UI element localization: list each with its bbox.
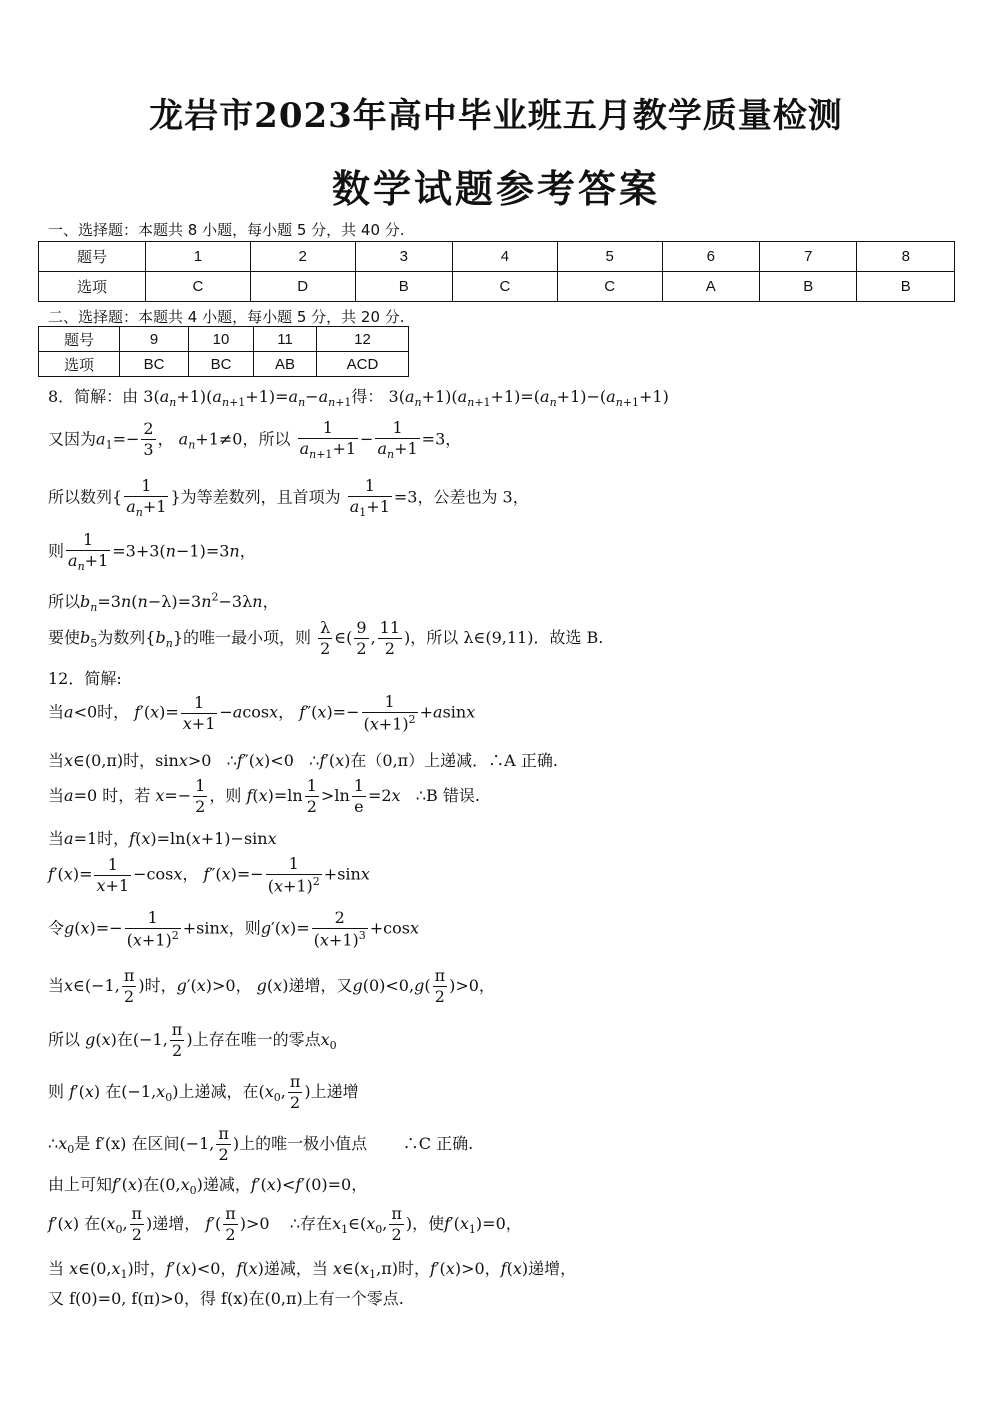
table-cell: BC [189, 352, 254, 377]
answer-table-2 [38, 326, 409, 377]
q12-line-12: f′(x) 在($x_0$, $\frac{\pi}{2}$ )递增， f′( $\frac{\pi}{2}$ )>0 ∴存在$x_1\in(x_0$, $\frac{\pi}{2}$ )，使$f'(x_1)=0$， [48, 1204, 522, 1244]
table-cell: ACD [317, 352, 409, 377]
q8-line-1: 8．简解：由 $3(a_n+1)(a_{n+1}+1)=a_n-a_{n+1}$得： $3(a_n+1)(a_{n+1}+1)=(a_n+1)-(a_{n+1}+1)$ [48, 387, 669, 410]
table-cell: 7 [760, 242, 857, 272]
q12-line-1: 当a<0时， f′(x)= $\frac{1}{x+1}$ −acosx， f″(x)=− $\frac{1}{(x+1)^2}$ +asinx [48, 692, 476, 734]
table-cell: C [453, 272, 558, 302]
table-cell: BC [120, 352, 189, 377]
table-cell: 题号 [39, 242, 146, 272]
table-cell: B [760, 272, 857, 302]
table-cell: 11 [254, 327, 317, 352]
table-cell: 5 [557, 242, 662, 272]
q12-line-14: 又 f(0)=0, f(π)>0，得 f(x)在(0,π)上有一个零点. [48, 1289, 404, 1308]
table-row [39, 327, 409, 352]
table-cell: 8 [857, 242, 955, 272]
table-cell: 选项 [39, 272, 146, 302]
table-cell: 选项 [39, 352, 120, 377]
table-cell: B [857, 272, 955, 302]
q12-line-3: 当a=0 时，若 x=− $\frac{1}{2}$ ，则 f(x)=ln $\frac{1}{2}$ >ln $\frac{1}{e}$ =2x ∴B 错误. [48, 776, 480, 816]
section1-heading: 一、选择题：本题共 8 小题，每小题 5 分，共 40 分. [48, 221, 405, 239]
table-cell: 3 [355, 242, 452, 272]
table-cell: 10 [189, 327, 254, 352]
q12-line-9: 则 f′(x) 在$(-1,x_0)$上递减，在($x_0$, $\frac{\pi}{2}$ )上递增 [48, 1072, 359, 1112]
q8-line-5: 所以$b_n=3n(n-\lambda)=3n^2-3\lambda n$， [48, 590, 279, 615]
q12-line-10: $\therefore x_0$是 f′(x) 在区间(−1, $\frac{\pi}{2}$ )上的唯一极小值点 ∴C 正确. [48, 1124, 474, 1164]
page-title: 龙岩市2023年高中毕业班五月教学质量检测 [149, 96, 843, 136]
q12-line-13: 当 $x\in(0,x_1)$时，f′(x)<0，f(x)递减，当 $x\in(x_1,\pi)$时，f′(x)>0，f(x)递增， [48, 1259, 577, 1282]
page-subtitle: 数学试题参考答案 [331, 166, 660, 211]
q8-line-3: 所以数列{ $\frac{1}{a_n+1}$ }为等差数列，且首项为 $\frac{1}{a_1+1}$ =3，公差也为 3， [48, 476, 529, 520]
table-cell: B [355, 272, 452, 302]
table-cell: AB [254, 352, 317, 377]
table-cell: 12 [317, 327, 409, 352]
q8-line-6: 要使$b_5$为数列$\{b_n\}$的唯一最小项，则 $\frac{\lambda}{2}$ ∈( $\frac{9}{2}$ , $\frac{11}{2}$ )，所以 λ∈(9,11)．故选 B. [48, 618, 604, 658]
table-cell: 4 [453, 242, 558, 272]
table-cell: 6 [662, 242, 759, 272]
table-row [39, 352, 409, 377]
table-cell: C [146, 272, 251, 302]
answer-table-1 [38, 241, 955, 302]
q12-line-6: 令g(x)=− $\frac{1}{(x+1)^2}$ +sinx，则g′(x)= $\frac{2}{(x+1)^3}$ +cosx [48, 908, 419, 950]
table-row [39, 242, 955, 272]
section2-heading: 二、选择题：本题共 4 小题，每小题 5 分，共 20 分. [48, 308, 405, 326]
table-cell: A [662, 272, 759, 302]
q12-line-5: f′(x)= $\frac{1}{x+1}$ −cosx， f″(x)=− $\frac{1}{(x+1)^2}$ +sinx [48, 854, 370, 896]
table-cell: C [557, 272, 662, 302]
q12-heading: 12．简解: [48, 669, 122, 688]
table-cell: 9 [120, 327, 189, 352]
table-cell: D [250, 272, 355, 302]
q12-line-4: 当a=1时，f(x)=ln(x+1)−sinx [48, 829, 277, 848]
table-cell: 2 [250, 242, 355, 272]
q12-line-7: 当x∈(−1, $\frac{\pi}{2}$ )时，g′(x)>0， g(x)递增，又g(0)<0,g( $\frac{\pi}{2}$ )>0， [48, 966, 495, 1006]
q12-line-11: 由上可知f′(x)在$(0,x_0)$递减，f′(x)<f′(0)=0， [48, 1175, 368, 1198]
table-cell: 题号 [39, 327, 120, 352]
q12-line-8: 所以 g(x)在(−1, $\frac{\pi}{2}$ )上存在唯一的零点$x_0$ [48, 1020, 337, 1060]
q8-line-4: 则 $\frac{1}{a_n+1}$ =3+3(n−1)=3n， [48, 530, 256, 574]
q8-line-2: 又因为$a_1=-$ $\frac{2}{3}$ ， $a_n+1\ne 0$，所以 $\frac{1}{a_{n+1}+1}$ − $\frac{1}{a_n+1}$ =3， [48, 418, 462, 462]
table-cell: 1 [146, 242, 251, 272]
table-row [39, 272, 955, 302]
q12-line-2: 当x∈(0,π)时，sinx>0 ∴f″(x)<0 ∴f′(x)在（0,π）上递减．∴A 正确. [48, 751, 558, 770]
